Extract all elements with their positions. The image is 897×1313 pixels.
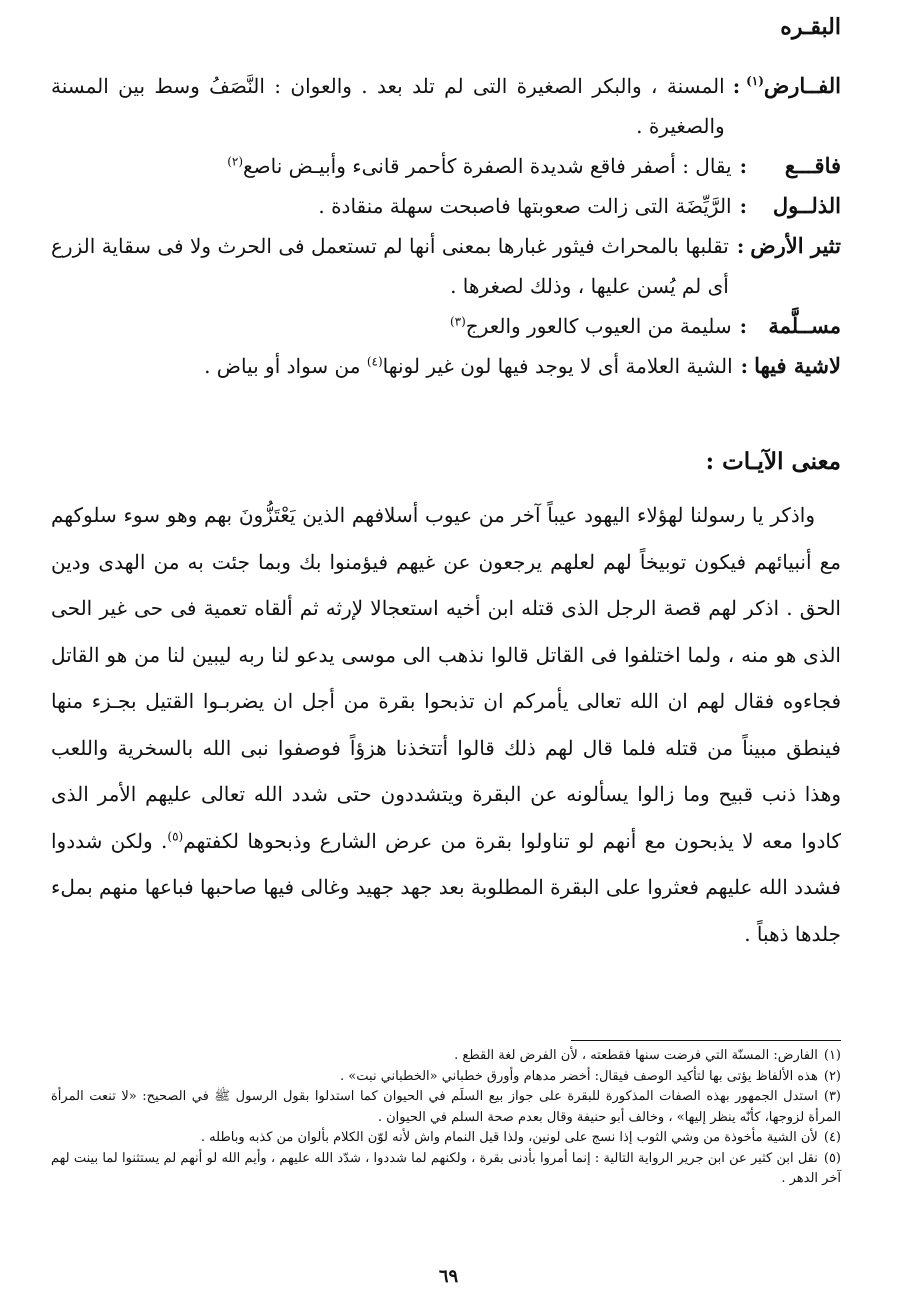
glossary-term: تثير الأرض	[750, 233, 841, 258]
footnote-ref: (٤)	[366, 354, 383, 369]
glossary-definition: الشية العلامة أى لا يوجد فيها لون غير لونها$^{(٤)}$ من سواد أو بياض .	[204, 354, 733, 378]
footnote	[51, 1128, 841, 1149]
separator-colon: :	[739, 154, 747, 178]
glossary-entry	[51, 306, 841, 346]
footnote-text: هذه الألفاظ يؤتى بها لتأكيد الوصف فيقال: أخضر مدهام وأورق خطباني «الخطباني نبت» .	[340, 1068, 818, 1084]
footnotes	[51, 1046, 841, 1190]
glossary-definition: يقال : أصفر فاقع شديدة الصفرة كأحمر قانىء وأبيـض ناصع$^{(٢)}$	[227, 154, 732, 178]
footnote-number: (٣)	[823, 1089, 841, 1104]
footnote-ref: (١)	[746, 74, 764, 88]
section-heading: معنى الآيـات :	[705, 448, 841, 475]
page-number: ٦٩	[438, 1266, 459, 1287]
footnote-ref: (٣)	[449, 314, 466, 329]
footnote-ref: (٢)	[227, 154, 244, 169]
body-paragraph: واذكر يا رسولنا لهؤلاء اليهود عيباً آخر من عيوب أسلافهم الذين يَعْتَزُّونَ بهم وهو سوء سلوكهم مع أنبيائهم فيكون توبيخاً لهم لعلهم يرجعون عن غيهم فيؤمنوا بك وبما جئت به من الهدى ودين الحق . اذكر لهم قصة الرجل الذى قتله ابن أخيه استعجالا لإرثه ثم ألقاه تعمية فى حى غير الحى الذى هو منه ، ولما اختلفوا فى القاتل قالوا نذهب الى موسى يدعو لنا ربه ليبين لنا من هو القاتل فجاءوه فقال لهم ان الله تعالى يأمركم ان تذبحوا بقرة من أجل ان يضربـوا القتيل بجـزء منها فينطق مبيناً من قتله فلما قال لهم ذلك قالوا أتتخذنا هزؤاً فوصفوا نبى الله بالسخرية واللعب وهذا ذنب قبيح وما زالوا يسألونه عن البقرة ويتشددون حتى شدد الله تعالى عليهم الأمر الذى كادوا معه لا يذبحون مع أنهم لو تناولوا بقرة من عرض الشارع وذبحوها لكفتهم$^{(٥)}$. ولكن شددوا فشدد الله عليهم فعثروا على البقرة المطلوبة بعد جهد جهيد وغالى فيها صاحبها فباعها منهم بملء جلدها ذهباً .	[51, 503, 841, 946]
glossary	[51, 66, 841, 386]
footnote-number: (٢)	[823, 1068, 841, 1084]
glossary-entry	[51, 226, 841, 306]
footnote-text: الفارض: المسنّة التي فرضت سنها فقطعته ، لأن الفرض لغة القطع .	[454, 1048, 818, 1063]
separator-colon: :	[732, 74, 741, 98]
footnote-divider	[571, 1040, 841, 1041]
separator-colon: :	[739, 194, 747, 218]
glossary-entry	[51, 66, 841, 146]
running-head: البقـره	[780, 14, 841, 40]
footnote	[51, 1149, 841, 1190]
footnote-text: استدل الجمهور بهذه الصفات المذكورة للبقرة على جواز بيع السلَم في الحيوان كما استدلوا بقول الرسول ﷺ في الصحيح: «لا تنعت المرأة المرأة لزوجها، كأنّه ينظر إليها» ، وخالف أبو حنيفة وقال بعدم صحة السلم في الحيوان .	[51, 1089, 841, 1125]
footnote-text: لأن الشية مأخوذة من وشي الثوب إذا نسج على لونين، ولذا قيل النمام واش لأنه لوّن الكلام بألوان من كذبه وباطله .	[200, 1130, 818, 1145]
glossary-term: لاشية فيها	[754, 353, 841, 378]
footnote	[51, 1087, 841, 1128]
glossary-definition: سليمة من العيوب كالعور والعرج$^{(٣)}$	[449, 314, 732, 338]
footnote-number: (٤)	[823, 1130, 841, 1145]
glossary-definition: الرَّيِّضَة التى زالت صعوبتها فاصبحت سهلة منقادة .	[318, 194, 732, 218]
separator-colon: :	[739, 314, 747, 338]
glossary-entry	[51, 146, 841, 186]
glossary-term: الذلــول	[772, 193, 841, 218]
glossary-entry	[51, 186, 841, 226]
footnote-text: نقل ابن كثير عن ابن جرير الرواية التالية : إنما أمروا بأدنى بقرة ، ولكنهم لما شددوا ، شدّد الله عليهم ، وأيم الله لو أنهم لم يستثنوا لما بينت لهم آخر الدهر .	[51, 1150, 841, 1186]
footnote-number: (٥)	[823, 1150, 841, 1166]
glossary-term: الفــارض$^{(١)}$	[746, 73, 841, 98]
footnote	[51, 1046, 841, 1067]
glossary-term: فاقـــع	[784, 153, 841, 178]
glossary-definition: تقلبها بالمحراث فيثور غبارها بمعنى أنها لم تستعمل فى الحرث ولا فى سقاية الزرع أى لم يُسن عليها ، وذلك لصغرها .	[51, 234, 729, 298]
separator-colon: :	[736, 234, 745, 258]
footnote-ref: (٥)	[167, 828, 184, 843]
separator-colon: :	[740, 354, 749, 378]
glossary-entry	[51, 346, 841, 386]
footnote-number: (١)	[823, 1048, 841, 1063]
footnote	[51, 1067, 841, 1088]
glossary-definition: المسنة ، والبكر الصغيرة التى لم تلد بعد . والعوان : النَّصَفُ وسط بين المسنة والصغيرة .	[51, 74, 725, 138]
glossary-term: مســلَّمة	[768, 313, 841, 338]
